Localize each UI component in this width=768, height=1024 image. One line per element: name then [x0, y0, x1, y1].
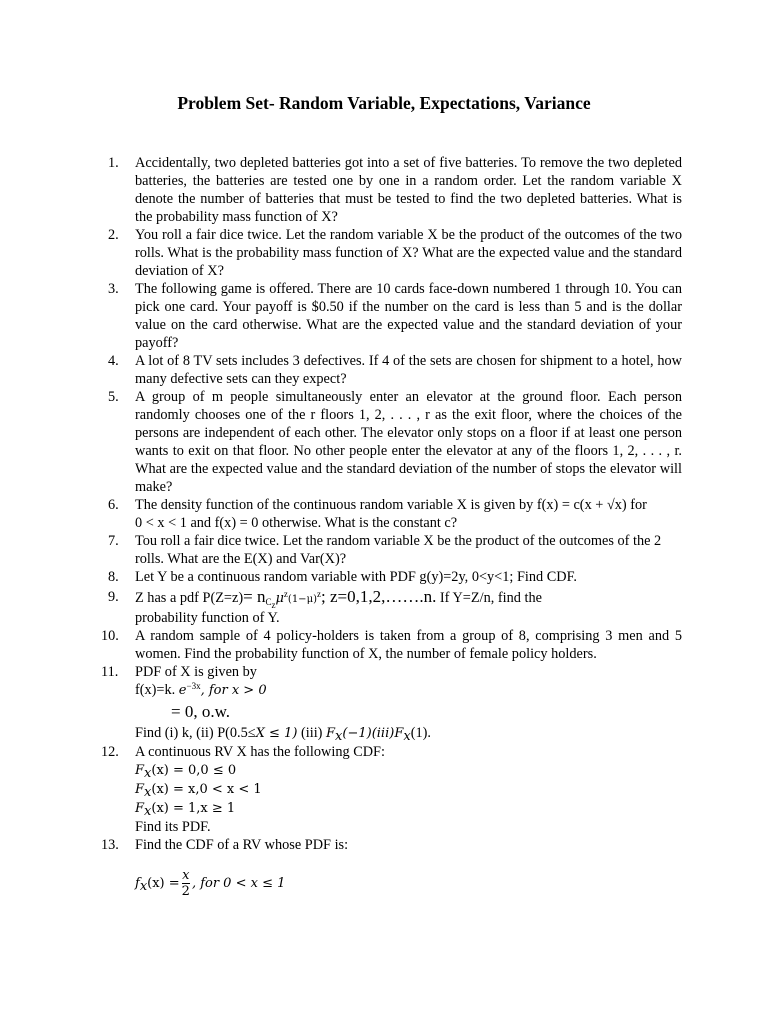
question-math-sub: x [335, 729, 343, 744]
formula-sup-z2: z [316, 589, 321, 599]
problem-text-line-2: Find its PDF. [135, 819, 211, 835]
problem-9 [108, 588, 682, 627]
formula-paren: (1−μ) [287, 594, 317, 605]
cdf-line-3 [135, 799, 682, 818]
problem-number: 4. [108, 353, 119, 369]
formula-lhs: (x) = [147, 875, 180, 891]
fraction-numerator: x [182, 868, 190, 883]
cdf-sub: x [144, 804, 152, 819]
page-title: Problem Set- Random Variable, Expectations, Variance [177, 93, 591, 113]
problem-text-line-1: Find the CDF of a RV whose PDF is: [135, 837, 349, 853]
problem-number: 10. [101, 628, 119, 644]
question-math-sub: x [403, 729, 411, 744]
question-text: Find (i) k, (ii) P(0.5≤ [135, 725, 256, 741]
problem-10 [101, 627, 682, 663]
problem-text: Tou roll a fair dice twice. Let the random variable X be the product of the outcomes of the 2 rolls. What are the E(X) and Var(X)? [135, 533, 662, 567]
formula-condition: , for 0 < x ≤ 1 [191, 875, 286, 891]
formula-n: = n [243, 587, 266, 606]
formula-exponent: −3x [186, 681, 201, 691]
problem-3 [108, 280, 682, 352]
cdf-expr: (x) = 1,x ≥ 1 [151, 801, 236, 816]
formula-exp: e [178, 683, 187, 698]
pmf-formula [243, 587, 437, 610]
problem-number: 11. [101, 664, 119, 680]
problem-2 [108, 226, 682, 280]
problem-number: 2. [108, 227, 119, 243]
formula-sub-z: z [271, 600, 276, 610]
cdf-f: F [135, 763, 145, 778]
problem-1 [108, 154, 682, 226]
pdf-otherwise: = 0, o.w. [171, 702, 231, 721]
problem-text: You roll a fair dice twice. Let the random variable X be the product of the outcomes of the two rolls. What is the probability mass function of X? What are the expected value and the standard deviation of X? [135, 227, 682, 279]
problem-text-line-2: 0 < x < 1 and f(x) = 0 otherwise. What is the constant c? [135, 515, 458, 531]
problem-text: Z has a pdf P(Z=z) [135, 590, 244, 606]
problem-text: The following game is offered. There are 10 cards face-down numbered 1 through 10. You can pick one card. Your payoff is $0.50 if the number on the card is less than 5 and is the dollar value on the card otherwise. What are the expected value and the standard deviation of your payoff? [135, 281, 682, 351]
problem-text: Let Y be a continuous random variable with PDF g(y)=2y, 0<y<1; Find CDF. [135, 569, 577, 585]
question-text: (iii) [300, 725, 323, 741]
problem-questions [135, 724, 682, 743]
problem-6 [108, 496, 682, 532]
problem-text-line-2: probability function of Y. [135, 610, 280, 626]
question-text: (1). [410, 725, 431, 741]
problem-number: 7. [108, 533, 119, 549]
problem-8 [108, 568, 682, 586]
cdf-line-2 [135, 780, 682, 799]
cdf-line-1 [135, 761, 682, 780]
cdf-sub: x [144, 785, 152, 800]
problem-text: A random sample of 4 policy-holders is taken from a group of 8, comprising 3 men and 5 women. Find the probability function of X, the number of female policy holders. [135, 628, 682, 662]
problem-4 [108, 352, 682, 388]
question-math: X ≤ 1) [255, 726, 298, 741]
problem-text: A lot of 8 TV sets includes 3 defectives. If 4 of the sets are chosen for shipment to a hotel, how many defective sets can they expect? [135, 353, 682, 387]
formula-mu: μ [275, 591, 284, 606]
problem-text-continued: If Y=Z/n, find the [439, 590, 542, 606]
problem-number: 3. [108, 281, 119, 297]
problem-text: A group of m people simultaneously enter an elevator at the ground floor. Each person randomly chooses one of the r floors 1, 2, . . . , r as the exit floor, where the choices of the persons are independent of each other. The elevator only stops on a floor if at least one person wants to exit on that floor. No other people enter the elevator at any of the floors 1, 2, . . . , r. What are the expected value and the standard deviation of the number of stops the elevator will make? [135, 389, 682, 495]
formula-range: ; z=0,1,2,…….n. [320, 587, 437, 606]
cdf-sub: x [144, 766, 152, 781]
problem-text-line-1 [135, 588, 682, 609]
formula-prefix: f(x)=k. [135, 682, 176, 698]
problem-12 [101, 743, 682, 836]
formula-sub-c: C [265, 597, 272, 607]
cdf-f: F [135, 801, 145, 816]
problem-text-line-1: PDF of X is given by [135, 664, 257, 680]
problem-13 [101, 836, 682, 899]
pdf-formula [135, 681, 682, 700]
problem-number: 8. [108, 569, 119, 585]
formula-sup-z: z [283, 589, 288, 599]
problem-text: Accidentally, two depleted batteries got into a set of five batteries. To remove the two depleted batteries, the batteries are tested one by one in a random order. Let the random variable X denote the number of batteries that must be tested to find the two depleted batteries. What is the probability mass function of X? [135, 155, 682, 225]
formula-sub: x [139, 878, 148, 894]
question-math: (−1)(iii) [342, 726, 395, 741]
cdf-f: F [135, 782, 145, 797]
problem-number: 6. [108, 497, 119, 513]
problem-7 [108, 532, 682, 568]
formula-fraction [182, 868, 190, 899]
cdf-expr: (x) = 0,0 ≤ 0 [151, 763, 237, 778]
problem-number: 5. [108, 389, 119, 405]
formula-f: f [135, 875, 140, 891]
question-math: F [326, 726, 336, 741]
problem-list [101, 154, 682, 899]
problem-text-line-1: A continuous RV X has the following CDF: [135, 744, 385, 760]
pdf-formula [135, 868, 682, 899]
problem-number: 13. [101, 837, 119, 853]
problem-number: 9. [108, 589, 119, 605]
cdf-expr: (x) = x,0 < x < 1 [151, 782, 262, 797]
problem-number: 12. [101, 744, 119, 760]
problem-11 [101, 663, 682, 744]
formula-condition: , for x > 0 [200, 683, 267, 698]
question-math: F [394, 726, 404, 741]
fraction-denominator: 2 [181, 884, 190, 899]
problem-number: 1. [108, 155, 119, 171]
problem-5 [108, 388, 682, 496]
problem-text-line-1: The density function of the continuous random variable X is given by f(x) = c(x + √x) for [135, 497, 647, 513]
